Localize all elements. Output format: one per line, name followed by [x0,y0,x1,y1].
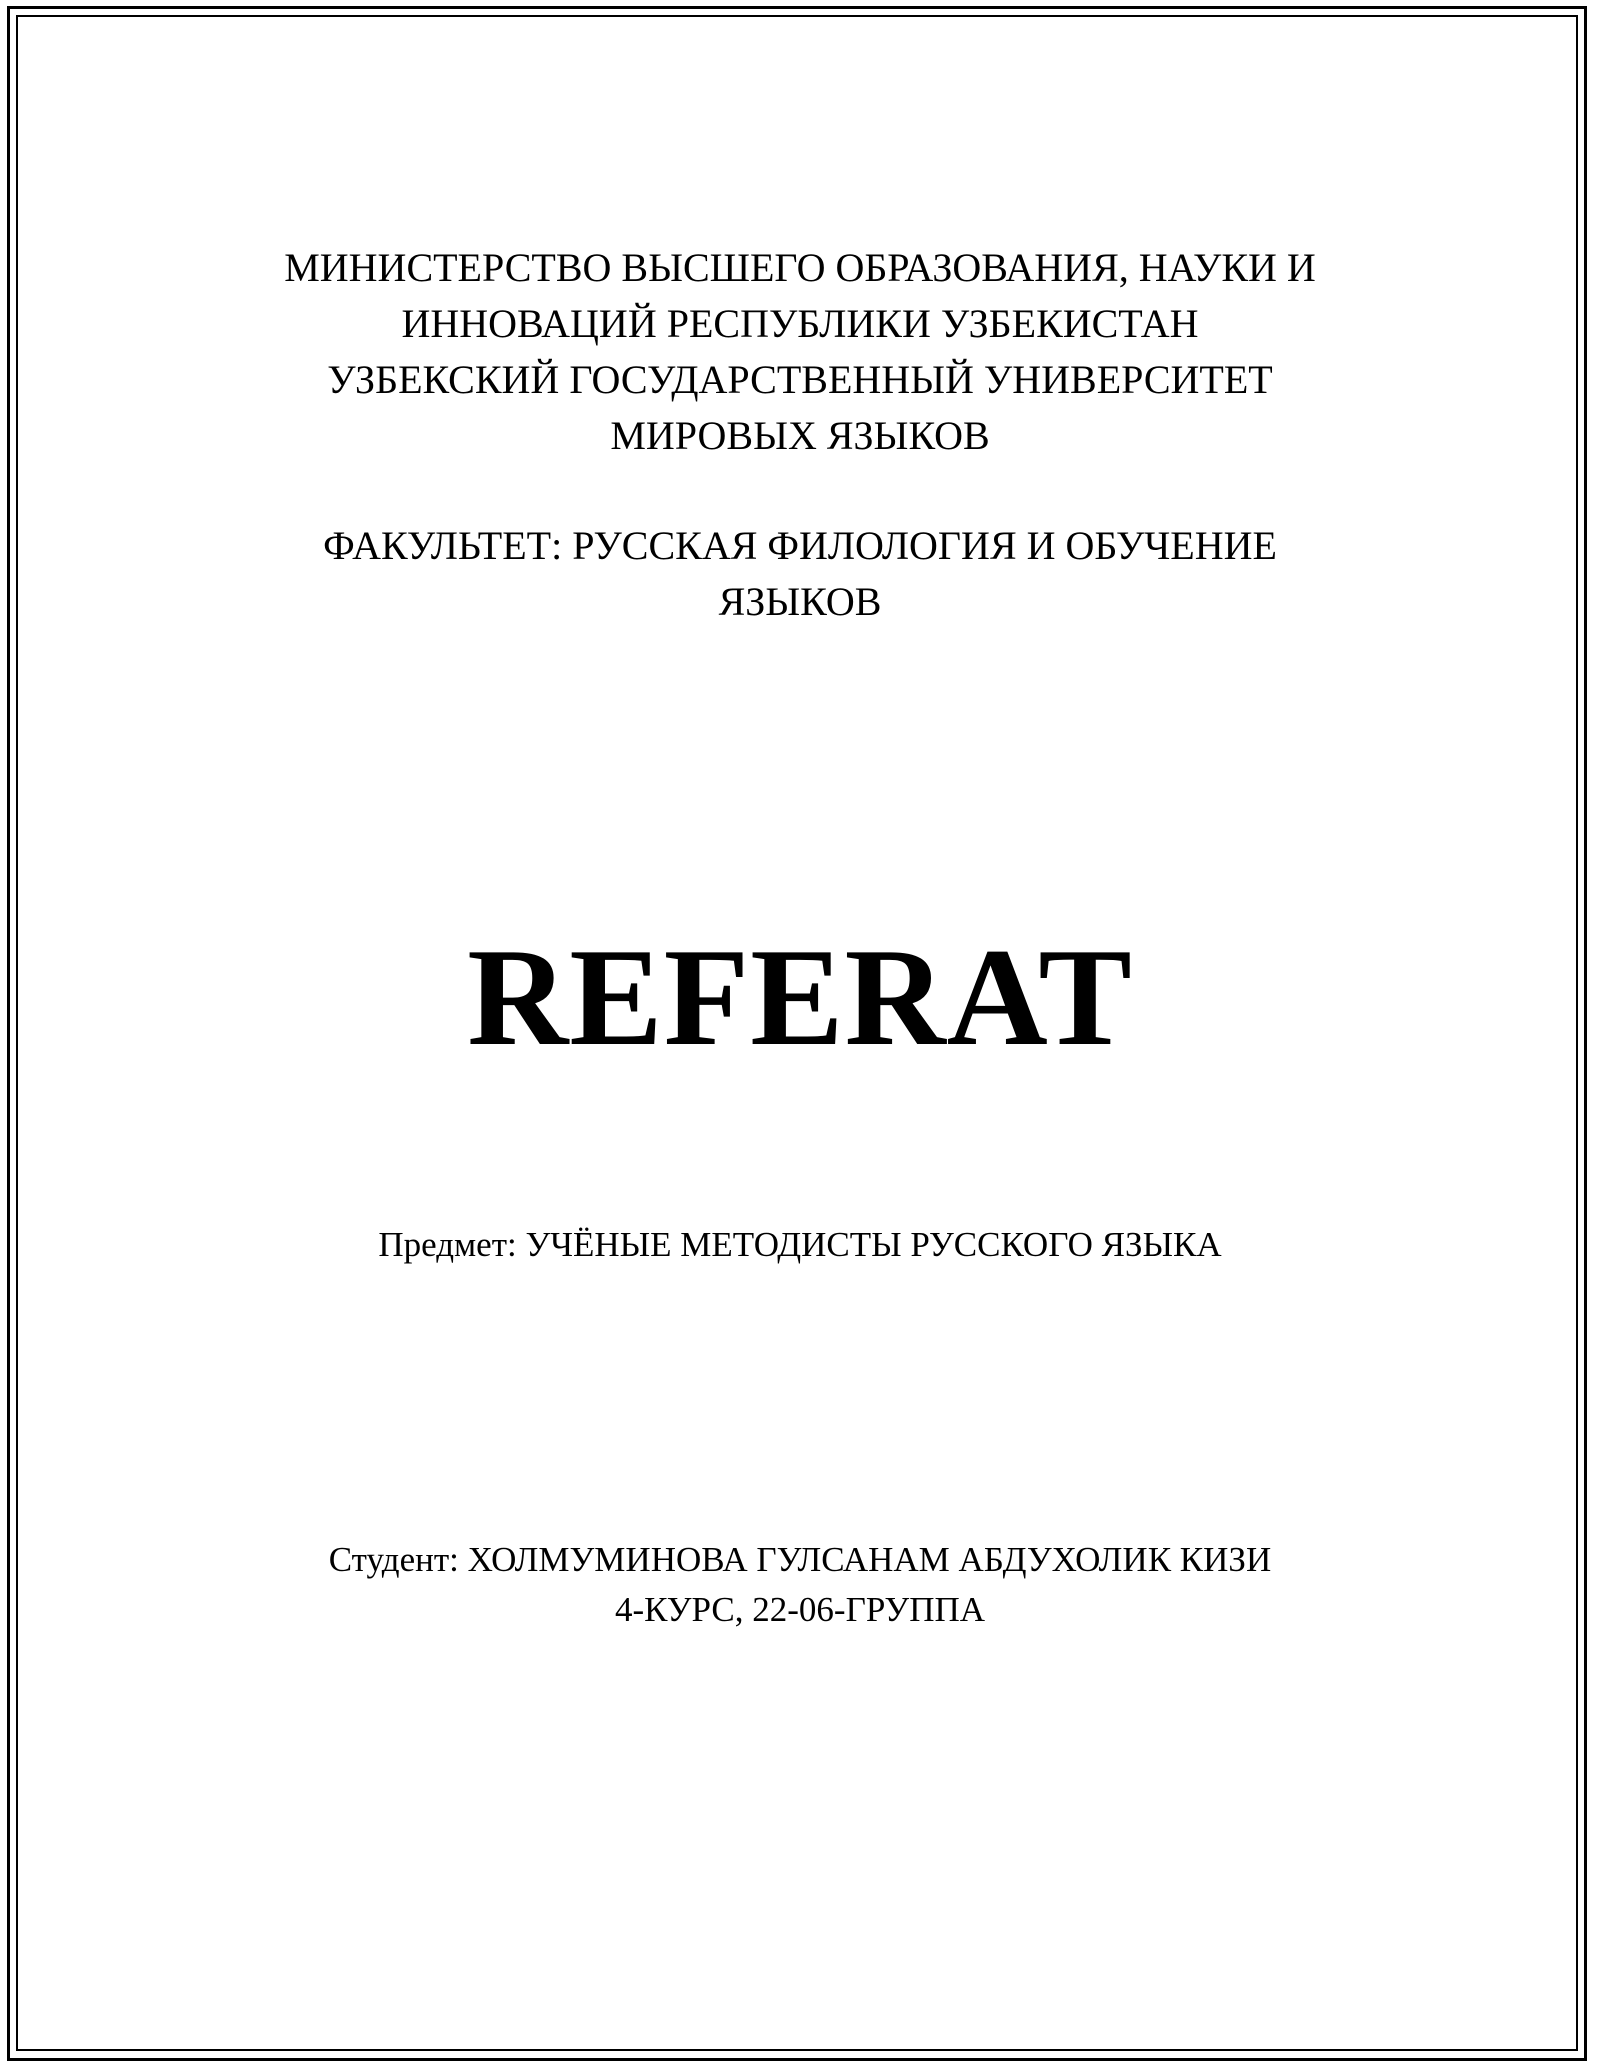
faculty-line: ЯЗЫКОВ [718,579,882,624]
header-line: МИРОВЫХ ЯЗЫКОВ [610,413,990,458]
faculty-line: ФАКУЛЬТЕТ: РУССКАЯ ФИЛОЛОГИЯ И ОБУЧЕНИЕ [323,523,1277,568]
header-line: МИНИСТЕРСТВО ВЫСШЕГО ОБРАЗОВАНИЯ, НАУКИ И [284,245,1316,290]
header-line: УЗБЕКСКИЙ ГОСУДАРСТВЕННЫЙ УНИВЕРСИТЕТ [327,357,1273,402]
institution-header [0,240,1600,464]
student-line: 4-КУРС, 22-06-ГРУППА [614,1590,986,1629]
document-title: REFERAT [467,920,1133,1075]
student-block [0,1535,1600,1635]
student-line: Студент: ХОЛМУМИНОВА ГУЛСАНАМ АБДУХОЛИК КИЗИ [328,1540,1272,1579]
faculty-block [0,518,1600,630]
subject-line: Предмет: УЧЁНЫЕ МЕТОДИСТЫ РУССКОГО ЯЗЫКА [378,1225,1222,1264]
header-line: ИННОВАЦИЙ РЕСПУБЛИКИ УЗБЕКИСТАН [401,301,1199,346]
